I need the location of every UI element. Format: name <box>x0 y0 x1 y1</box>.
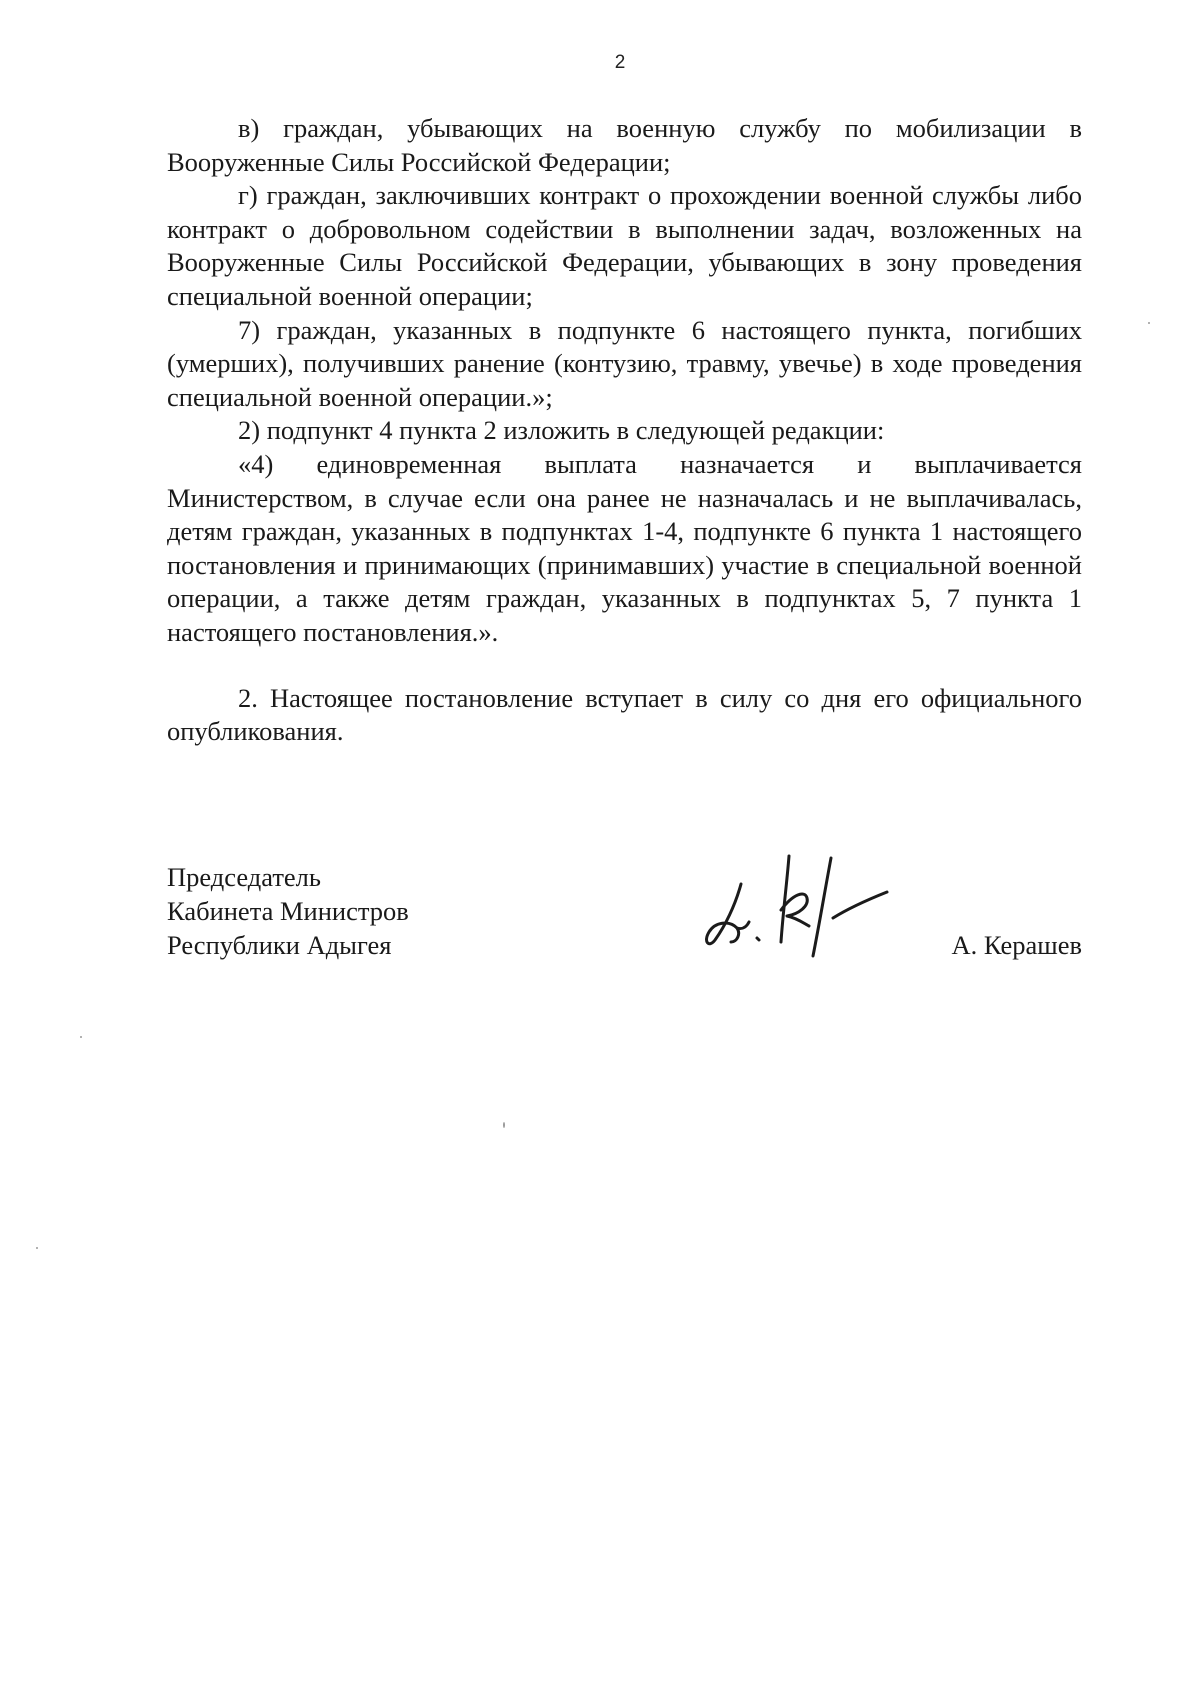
signatory-name: А. Керашев <box>951 930 1082 960</box>
scan-speck <box>1148 322 1150 324</box>
handwritten-signature <box>701 844 891 962</box>
paragraph-effective-date: 2. Настоящее постановление вступает в силу со дня его официального опубликования. <box>167 682 1082 747</box>
paragraph-subitem-g: г) граждан, заключивших контракт о прохождении военной службы либо контракт о добровольном содействии в выполнении задач, возложенных на Вооруженные Силы Российской Федерации, убывающих в зону проведения специальной военной операции; <box>167 180 1082 311</box>
scan-speck <box>503 1122 505 1128</box>
paragraph-subitem-4: «4) единовременная выплата назначается и выплачивается Министерством, в случае если она ранее не назначалась и не выплачивалась, детям граждан, указанных в подпунктах 1-4, подпункте 6 пункта 1 настоящего постановления и принимающих (принимавших) участие в специальной военной операции, а также детям граждан, указанных в подпунктах 5, 7 пункта 1 настоящего постановления.». <box>167 448 1082 647</box>
scan-speck <box>80 1036 82 1038</box>
paragraph-subitem-7: 7) граждан, указанных в подпункте 6 настоящего пункта, погибших (умерших), получивших ранение (контузию, травму, увечье) в ходе проведения специальной военной операции.»; <box>167 314 1082 412</box>
paragraph-amendment-2: 2) подпункт 4 пункта 2 изложить в следующей редакции: <box>238 415 885 446</box>
position-line: Председатель <box>167 862 321 892</box>
paragraph-subitem-v: в) граждан, убывающих на военную службу по мобилизации в Вооруженные Силы Российской Федерации; <box>167 113 1082 177</box>
document-body <box>167 112 1082 749</box>
signatory-position <box>167 860 409 962</box>
scan-speck <box>36 1247 38 1249</box>
position-line: Кабинета Министров <box>167 896 409 926</box>
page-number: 2 <box>614 52 626 73</box>
signature-block <box>167 860 1082 970</box>
position-line: Республики Адыгея <box>167 930 392 960</box>
